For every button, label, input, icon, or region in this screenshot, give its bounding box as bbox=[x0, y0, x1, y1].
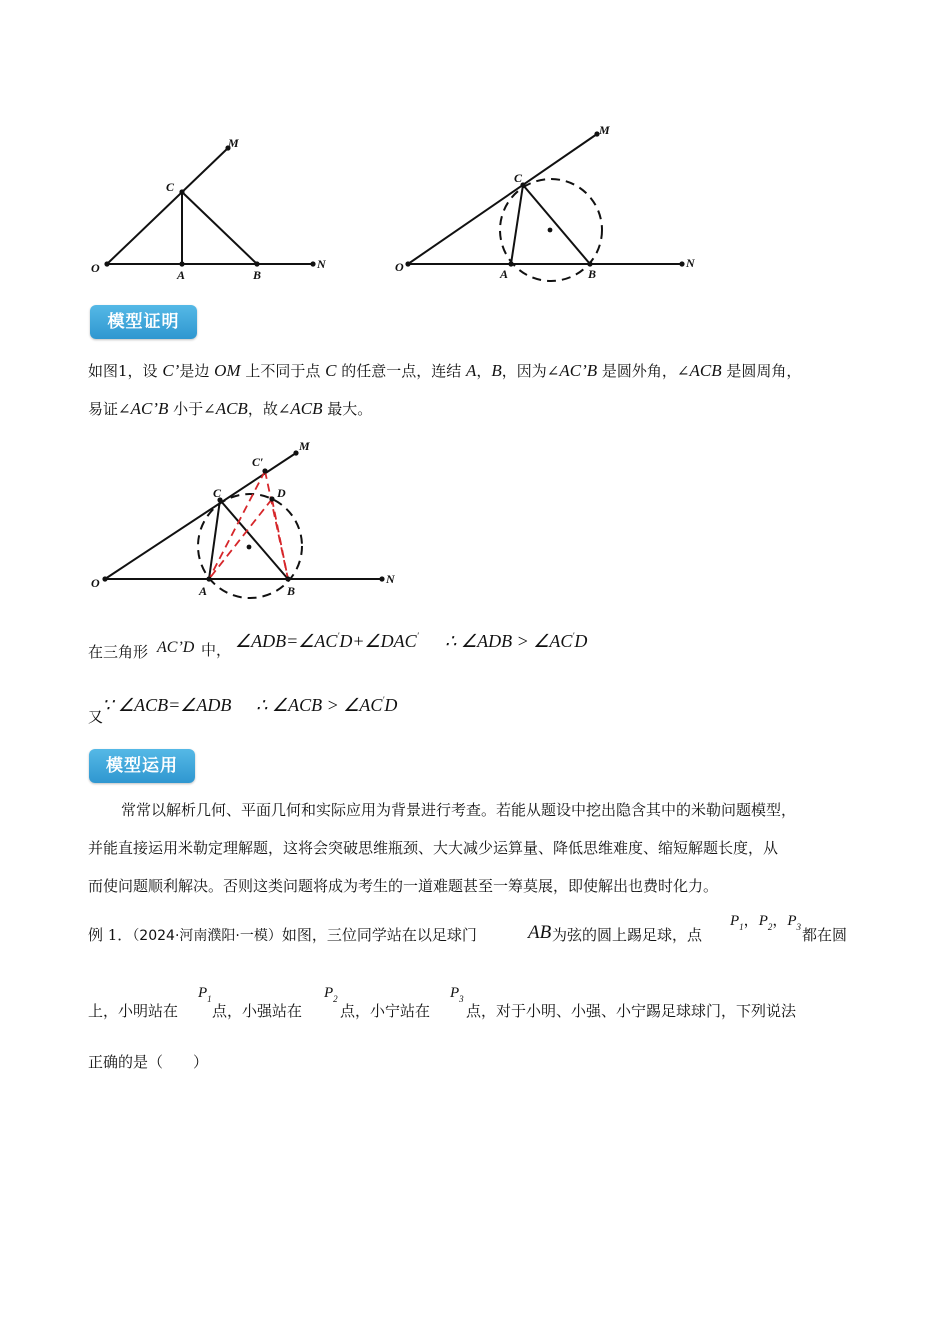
figure-1 bbox=[85, 130, 345, 290]
triangle-name: AC’D bbox=[157, 639, 195, 656]
because-acb-eq-adb: ∵ ∠ACB=∠ADB bbox=[102, 695, 232, 715]
segment-CB bbox=[523, 185, 590, 264]
label-M: M bbox=[299, 439, 310, 453]
label-N: N bbox=[317, 257, 326, 271]
proof-line-2: 易证∠AC’B 小于∠ACB，故∠ACB 最大。 bbox=[88, 399, 373, 418]
segment-CB bbox=[220, 500, 288, 579]
point-p1: $P_1$ bbox=[198, 985, 212, 1004]
example-line-2a: 上，小明站在 bbox=[88, 1002, 179, 1020]
figure-2 bbox=[390, 118, 710, 290]
label-D: D bbox=[277, 486, 286, 500]
example-line-2d: 点，对于小明、小强、小宁踢足球球门，下列说法 bbox=[466, 1002, 797, 1020]
label-C: C bbox=[166, 180, 175, 194]
proof-line-1: 如图1，设 C’是边 OM 上不同于点 C 的任意一点，连结 A，B，因为∠AC’B 是圆外角，∠ACB 是圆周角， bbox=[88, 361, 802, 380]
point-p3: $P_3$ bbox=[450, 985, 464, 1004]
segment-CB bbox=[182, 192, 257, 264]
label-A: A bbox=[500, 267, 509, 281]
figure-3 bbox=[85, 435, 415, 605]
label-O: O bbox=[91, 576, 100, 590]
label-M: M bbox=[599, 123, 610, 137]
triangle-mid: 中， bbox=[201, 641, 232, 659]
example-line-2c: 点，小宁站在 bbox=[340, 1002, 431, 1020]
line-OM bbox=[408, 134, 597, 264]
label-M: M bbox=[228, 136, 239, 150]
therefore-adb-greater: ∴ ∠ADB > ∠AC′D bbox=[445, 631, 588, 651]
therefore-acb-greater: ∴ ∠ACB > ∠AC′D bbox=[256, 695, 398, 715]
section-badge-proof: 模型证明 bbox=[90, 305, 197, 339]
paragraph-line-2: 并能直接运用米勒定理解题，这将会突破思维瓶颈、大大减少运算量、降低思维难度、缩短解题长度，从 bbox=[88, 839, 779, 857]
example-line-1: 例 1．（2024·河南濮阳·一模）如图，三位同学站在以足球门 bbox=[88, 926, 477, 944]
label-O: O bbox=[395, 260, 404, 274]
label-C: C bbox=[213, 486, 222, 500]
points-p1-p2-p3: $P_1$，$P_2$，$P_3$ bbox=[730, 913, 802, 932]
label-N: N bbox=[686, 256, 695, 270]
example-ab: AB bbox=[528, 922, 552, 943]
example-line-1b: 为弦的圆上踢足球，点 bbox=[552, 926, 703, 944]
label-C: C bbox=[514, 171, 523, 185]
label-A: A bbox=[177, 268, 186, 282]
line-OM bbox=[107, 148, 228, 264]
example-line-1c: 都在圆 bbox=[802, 926, 848, 944]
triangle-line: 在三角形 bbox=[88, 643, 149, 661]
label-B: B bbox=[588, 267, 597, 281]
label-B: B bbox=[287, 584, 296, 598]
paragraph-line-3: 而使问题顺利解决。否则这类问题将成为考生的一道难题甚至一筹莫展，即使解出也费时化力。 bbox=[88, 877, 719, 895]
example-line-2b: 点，小强站在 bbox=[212, 1002, 303, 1020]
point-p2: $P_2$ bbox=[324, 985, 338, 1004]
section-badge-application: 模型运用 bbox=[89, 749, 195, 783]
label-A: A bbox=[199, 584, 208, 598]
label-C-prime: C′ bbox=[252, 455, 264, 469]
paragraph-line-1: 常常以解析几何、平面几何和实际应用为背景进行考查。若能从题设中挖出隐含其中的米勒问题模型， bbox=[121, 801, 797, 819]
label-O: O bbox=[91, 261, 100, 275]
also-prefix: 又 bbox=[88, 708, 104, 726]
equation-adb-sum: ∠ADB=∠AC′D+∠DAC′ bbox=[235, 631, 419, 651]
example-line-3: 正确的是（ ） bbox=[88, 1053, 209, 1071]
label-B: B bbox=[253, 268, 262, 282]
label-N: N bbox=[386, 572, 395, 586]
